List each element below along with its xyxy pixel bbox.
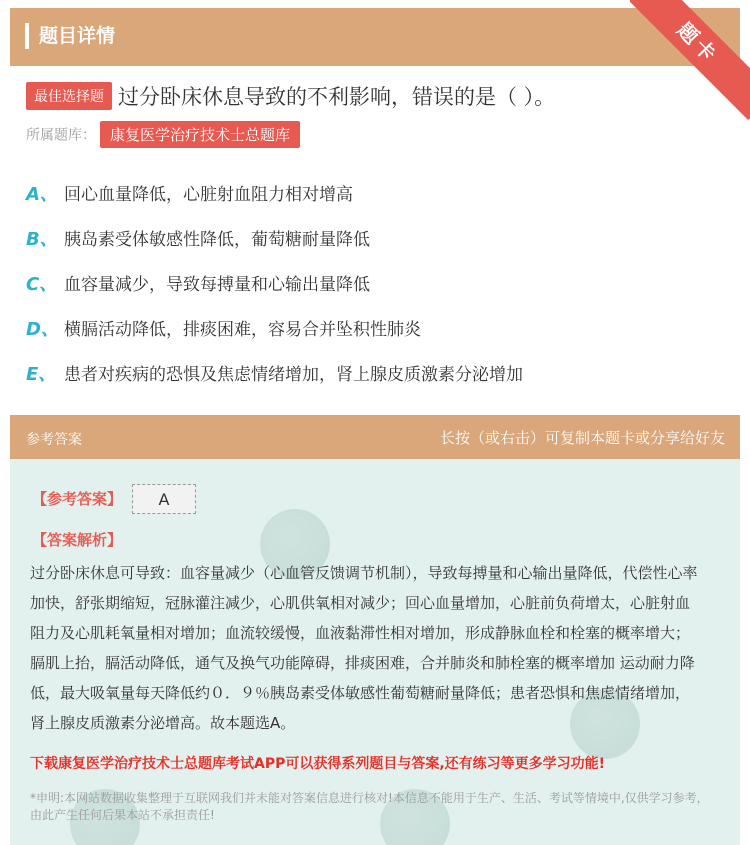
option-letter: B、 xyxy=(26,228,58,250)
answer-header xyxy=(10,415,740,459)
header-accent-bar xyxy=(25,23,29,49)
question-text: 过分卧床休息导致的不利影响，错误的是（ ）。 xyxy=(118,85,556,109)
download-app-link[interactable]: 下载康复医学治疗技术士总题库考试APP可以获得系列题目与答案,还有练习等更多学习功能! xyxy=(30,756,606,772)
answer-image: A xyxy=(132,484,196,514)
ribbon-label: 题卡 xyxy=(630,0,750,120)
answer-header-title: 参考答案 xyxy=(26,432,82,448)
option-letter: A、 xyxy=(26,183,58,205)
option-text: 血容量减少，导致每搏量和心输出量降低 xyxy=(64,275,370,295)
option-letter: C、 xyxy=(26,273,58,295)
analysis-text: 过分卧床休息可导致：血容量减少（心血管反馈调节机制），导致每搏量和心输出量降低，代偿性心率加快，舒张期缩短，冠脉灌注减少，心肌供氧相对减少；回心血量增加，心脏前负荷增太，心脏射血阻力及心肌耗氧量相对增加；血流较缓慢，血液黏滞性相对增加，形成静脉血栓和栓塞的概率增大；膈肌上抬，膈活动降低，通气及换气功能障碍，排痰困难，合并肺炎和肺栓塞的概率增加 运动耐力降低，最大吸氧量每天降低约０．９％胰岛素受体敏感性葡萄糖耐量降低；患者恐惧和焦虑情绪增加，肾上腺皮质激素分泌增高。故本题选A。 xyxy=(30,564,698,732)
option-a[interactable] xyxy=(26,170,523,215)
share-hint: 长按（或右击）可复制本题卡或分享给好友 xyxy=(439,429,725,447)
question-type-tag: 最佳选择题 xyxy=(26,82,112,110)
option-text: 患者对疾病的恐惧及焦虑情绪增加，肾上腺皮质激素分泌增加 xyxy=(64,365,523,385)
reference-answer-label: 【参考答案】 xyxy=(32,490,123,508)
option-text: 横膈活动降低，排痰困难，容易合并坠积性肺炎 xyxy=(64,320,421,340)
option-e[interactable] xyxy=(26,350,523,395)
option-text: 回心血量降低，心脏射血阻力相对增高 xyxy=(64,185,353,205)
option-d[interactable] xyxy=(26,305,523,350)
option-c[interactable] xyxy=(26,260,523,305)
analysis-label: 【答案解析】 xyxy=(32,531,123,549)
option-b[interactable] xyxy=(26,215,523,260)
option-text: 胰岛素受体敏感性降低，葡萄糖耐量降低 xyxy=(64,230,370,250)
option-letter: D、 xyxy=(26,318,59,340)
bank-label: 所属题库： xyxy=(26,127,96,144)
options-list xyxy=(26,170,523,395)
bank-link[interactable]: 康复医学治疗技术士总题库 xyxy=(100,121,300,148)
page-title: 题目详情 xyxy=(39,25,116,47)
option-letter: E、 xyxy=(26,363,57,385)
question-row xyxy=(26,81,736,111)
disclaimer-text: *申明:本网站数据收集整理于互联网我们并未能对答案信息进行核对!本信息不能用于生产、生活、考试等情境中,仅供学习参考，由此产生任何后果本站不承担责任! xyxy=(30,791,709,822)
question-bank-row xyxy=(26,121,300,148)
